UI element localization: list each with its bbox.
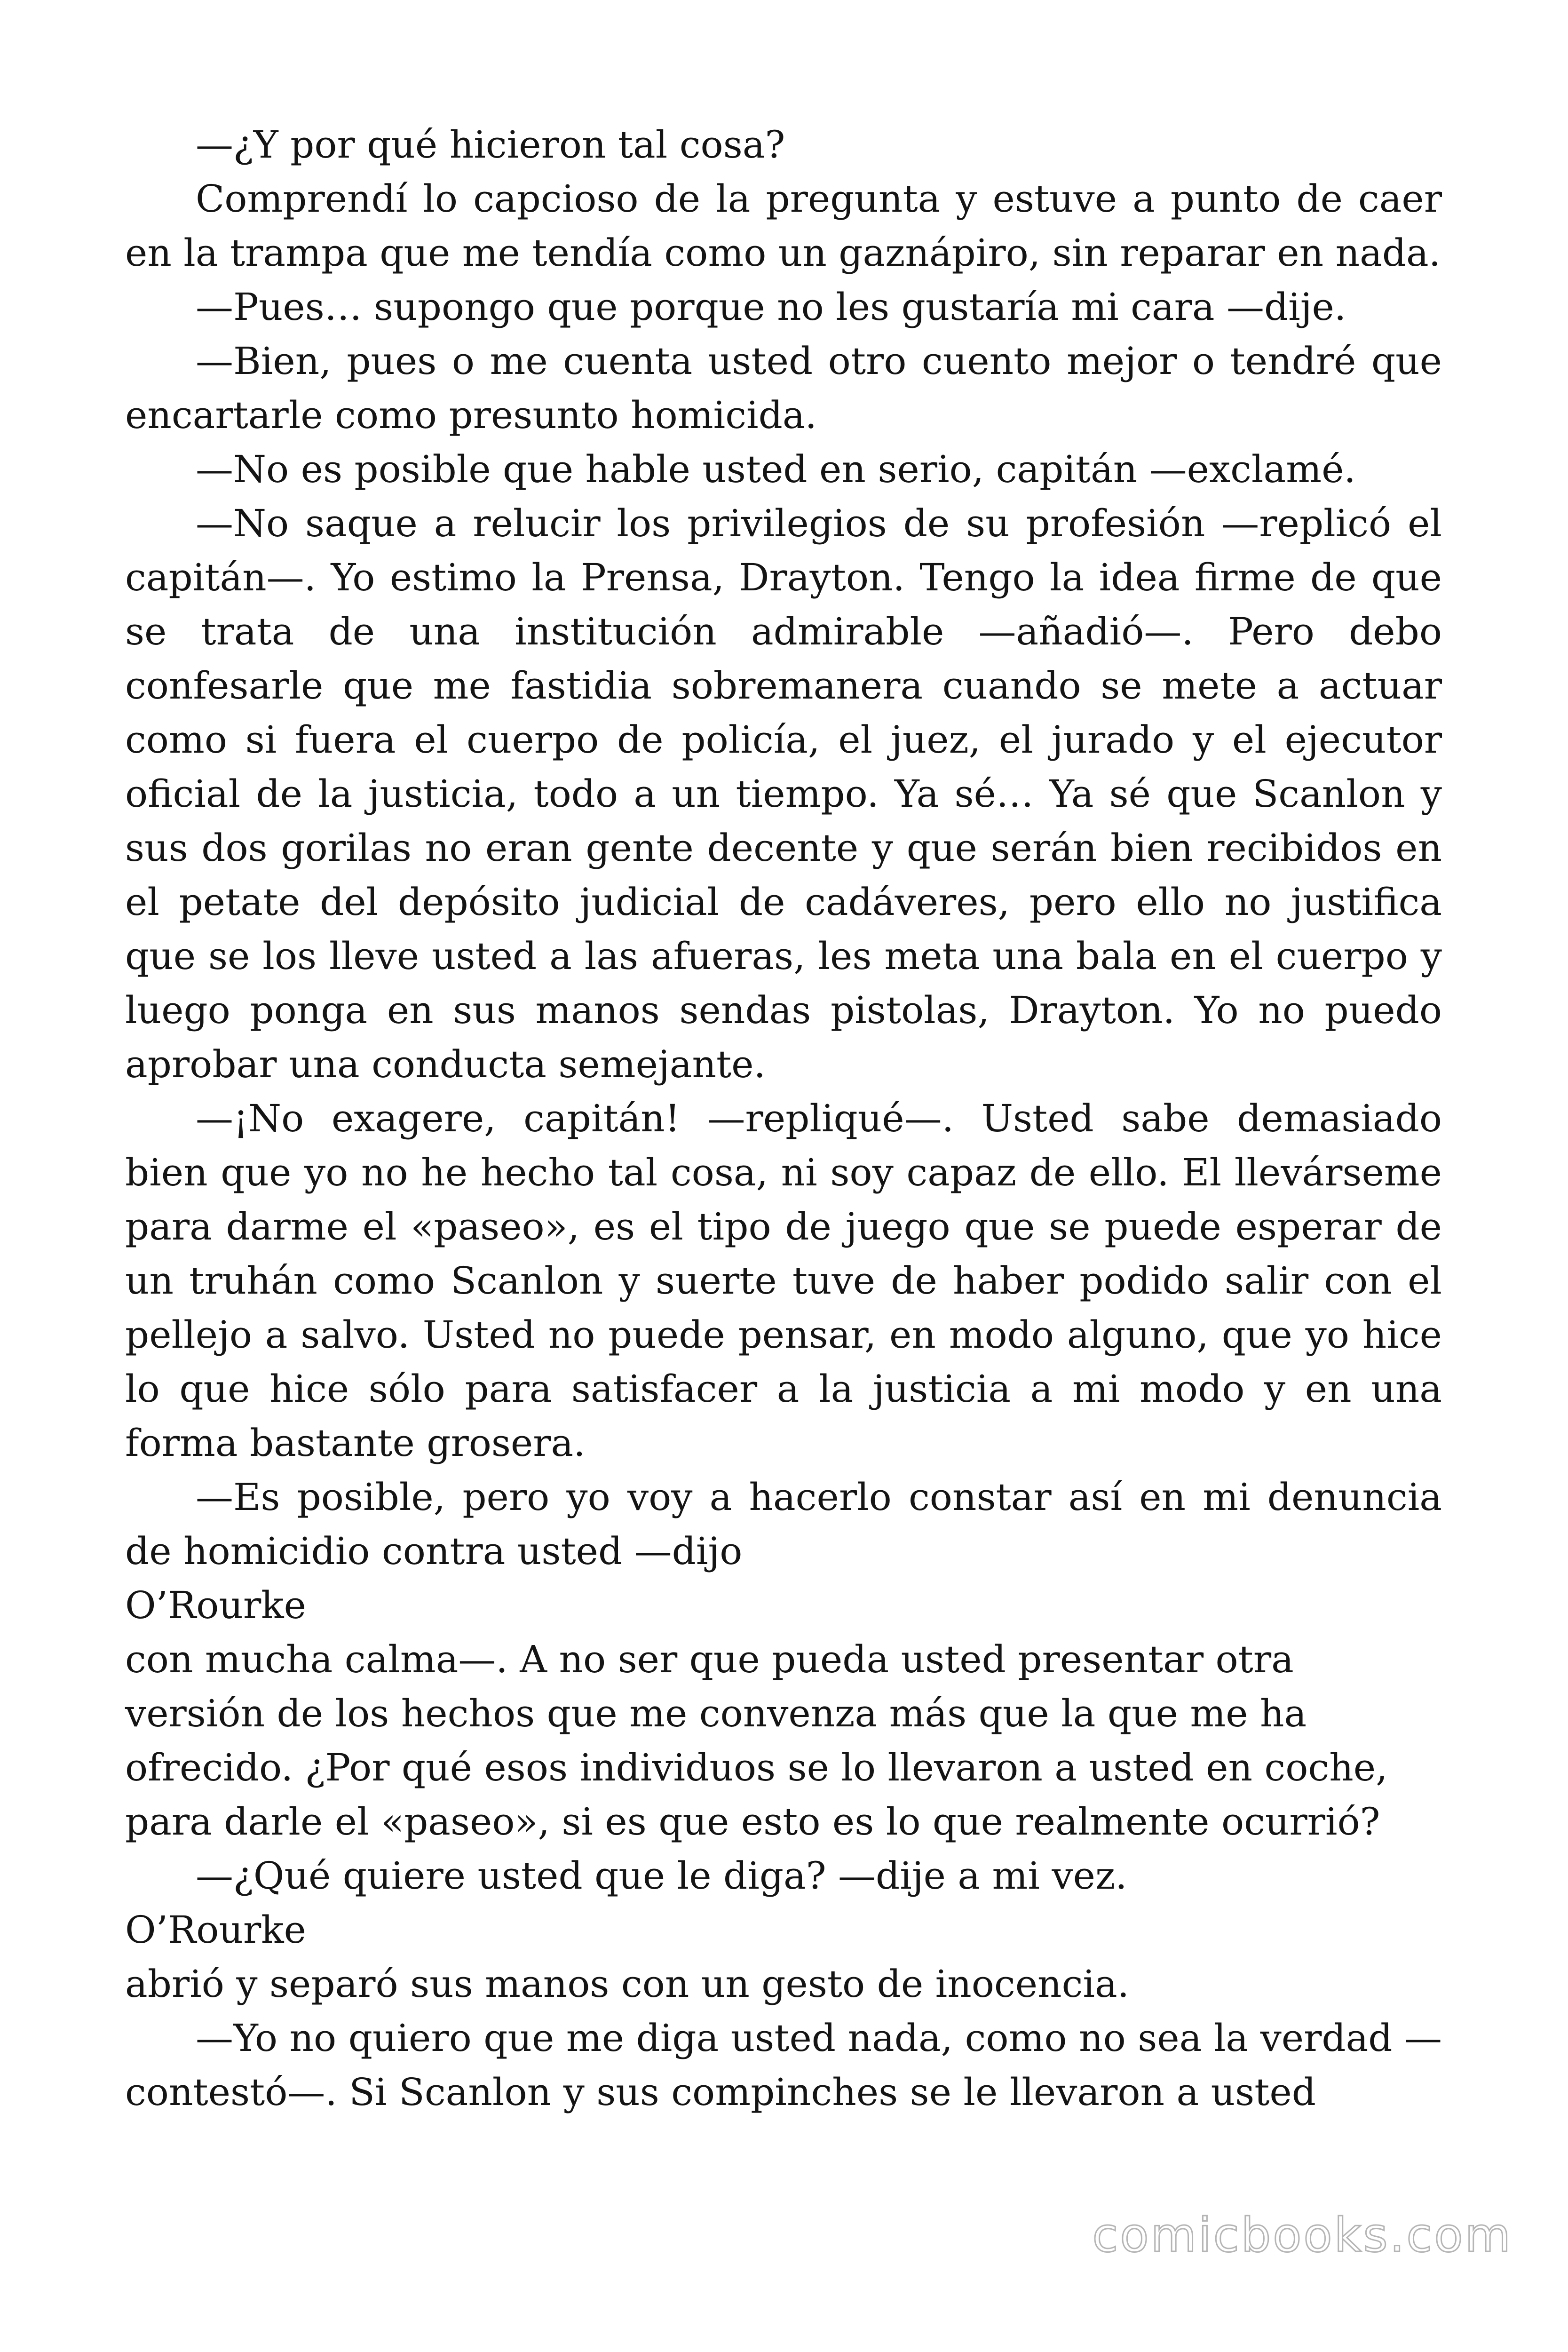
paragraph: —Pues… supongo que porque no les gustaría mi cara —dije. (196, 285, 1346, 329)
paragraph: Comprendí lo capcioso de la pregunta y estuve a punto de caer en la trampa que me tendía como un gaznápiro, sin reparar en nada. (125, 177, 1442, 275)
paragraph: con mucha calma—. A no ser que pueda usted presentar otra versión de los hechos que me convenza más que la que me ha ofrecido. ¿Por qué esos individuos se lo llevaron a usted en coche, para darle el «paseo», si es que esto es lo que realmente ocurrió? (125, 1637, 1388, 1843)
watermark: comicbooks.com (1092, 2208, 1513, 2263)
paragraph: —Bien, pues o me cuenta usted otro cuento mejor o tendré que encartarle como presunto homicida. (125, 339, 1442, 437)
paragraph: —¿Qué quiere usted que le diga? —dije a mi vez. (196, 1854, 1127, 1898)
paragraph: abrió y separó sus manos con un gesto de inocencia. (125, 1962, 1130, 2006)
paragraph: —¿Y por qué hicieron tal cosa? (196, 123, 785, 167)
paragraph: —Es posible, pero yo voy a hacerlo constar así en mi denuncia de homicidio contra usted —dijo (125, 1475, 1442, 1573)
speaker-name-line: O’Rourke (125, 1583, 306, 1627)
paragraph: —¡No exagere, capitán! —repliqué—. Usted sabe demasiado bien que yo no he hecho tal cosa, ni soy capaz de ello. El llevárseme para darme el «paseo», es el tipo de juego que se puede esperar de un truhán como Scanlon y suerte tuve de haber podido salir con el pellejo a salvo. Usted no puede pensar, en modo alguno, que yo hice lo que hice sólo para satisfacer a la justicia a mi modo y en una forma bastante grosera. (125, 1097, 1442, 1465)
paragraph: —No saque a relucir los privilegios de su profesión —replicó el capitán—. Yo estimo la Prensa, Drayton. Tengo la idea firme de que se trata de una institución admirable —añadió—. Pero debo confesarle que me fastidia sobremanera cuando se mete a actuar como si fuera el cuerpo de policía, el juez, el jurado y el ejecutor oficial de la justicia, todo a un tiempo. Ya sé… Ya sé que Scanlon y sus dos gorilas no eran gente decente y que serán bien recibidos en el petate del depósito judicial de cadáveres, pero ello no justifica que se los lleve usted a las afueras, les meta una bala en el cuerpo y luego ponga en sus manos sendas pistolas, Drayton. Yo no puedo aprobar una conducta semejante. (125, 501, 1442, 1086)
paragraph: —Yo no quiero que me diga usted nada, como no sea la verdad —contestó—. Si Scanlon y sus compinches se le llevaron a usted (125, 2016, 1442, 2114)
page-body (125, 118, 1442, 2119)
paragraph: —No es posible que hable usted en serio, capitán —exclamé. (196, 447, 1356, 491)
speaker-name-line: O’Rourke (125, 1908, 306, 1952)
